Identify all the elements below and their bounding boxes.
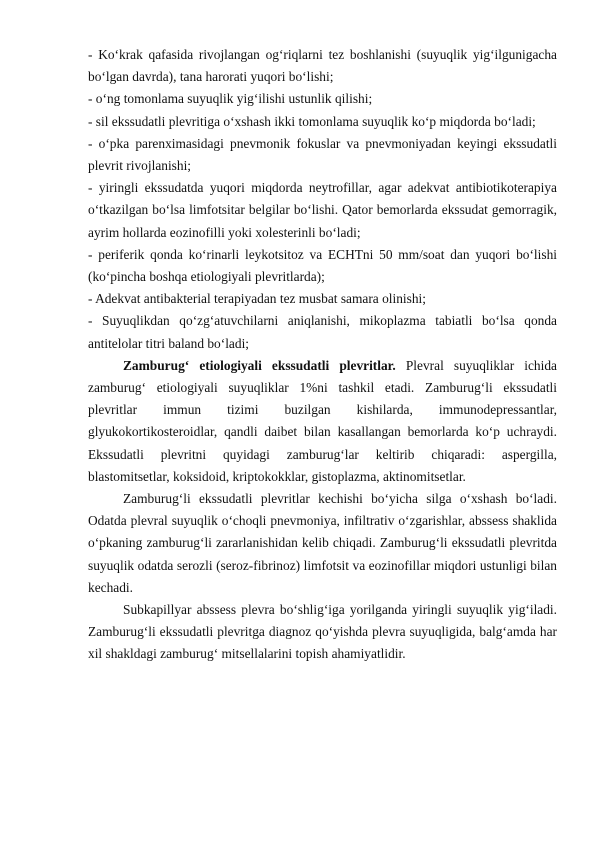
list-item: - periferik qonda ko‘rinarli leykotsitoz va ECHTni 50 mm/soat dan yuqori bo‘lishi (ko‘pincha boshqa etiologiyali plevritlarda);	[88, 246, 557, 285]
course-paragraph: Zamburug‘li ekssudatli plevritlar kechishi bo‘yicha silga o‘xshash bo‘ladi. Odatda plevral suyuqlik o‘choqli pnevmoniya, infiltrativ o‘zgarishlar, abssess shaklida o‘pkaning zamburug‘li zararlanishidan kelib chiqadi. Zamburug‘li ekssudatli plevritda suyuqlik odatda serozli (seroz-fibrinoz) limfotsit va eozinofillar miqdori ustunligi bilan kechadi.	[88, 491, 557, 595]
fungal-section-paragraph	[88, 355, 557, 488]
list-item: - Adekvat antibakterial terapiyadan tez musbat samara olinishi;	[88, 291, 426, 307]
section-heading: Zamburug‘ etiologiyali ekssudatli plevritlar.	[123, 357, 396, 373]
subpleural-paragraph: Subkapillyar abssess plevra bo‘shlig‘iga yorilganda yiringli suyuqlik yig‘iladi. Zamburug‘li ekssudatli plevritga diagnoz qo‘yishda plevra suyuqligida, balg‘amda har xil shakldagi zamburug‘ mitsellalarini topish ahamiyatlidir.	[88, 602, 557, 662]
section-intro-text: Plevral suyuqliklar ichida zamburug‘ etiologiyali suyuqliklar 1%ni tashkil etadi. Zamburug‘li ekssudatli plevritlar immun tizimi buzilgan kishilarda, immunodepressantlar, glyukokortikosteroidlar, qandli daibet bilan kasallangan bemorlarda ko‘p uchraydi. Ekssudatli plevritni quyidagi zamburug‘lar keltirib chiqaradi: aspergilla, blastomitsetlar, koksidoid, kriptokokklar, gistoplazma, aktinomitsetlar.	[88, 357, 557, 484]
list-item: - sil ekssudatli plevritiga o‘xshash ikki tomonlama suyuqlik ko‘p miqdorda bo‘ladi;	[88, 113, 536, 129]
document-body	[88, 44, 557, 666]
list-item: - Ko‘krak qafasida rivojlangan og‘riqlarni tez boshlanishi (suyuqlik yig‘ilgunigacha bo‘lgan davrda), tana harorati yuqori bo‘lishi;	[88, 47, 557, 85]
list-item: - o‘pka parenximasidagi pnevmonik fokuslar va pnevmoniyadan keyingi ekssudatli plevrit rivojlanishi;	[88, 135, 557, 174]
list-item: - Suyuqlikdan qo‘zg‘atuvchilarni aniqlanishi, mikoplazma tabiatli bo‘lsa qonda antitelolar titri baland bo‘ladi;	[88, 313, 557, 351]
list-item: - yiringli ekssudatda yuqori miqdorda neytrofillar, agar adekvat antibiotikoterapiya o‘tkazilgan bo‘lsa limfotsitar belgilar bo‘lishi. Qator bemorlarda ekssudat gemorragik, ayrim hollarda eozinofilli yoki xolesterinli bo‘ladi;	[88, 180, 557, 240]
list-item: - o‘ng tomonlama suyuqlik yig‘ilishi ustunlik qilishi;	[88, 91, 373, 107]
